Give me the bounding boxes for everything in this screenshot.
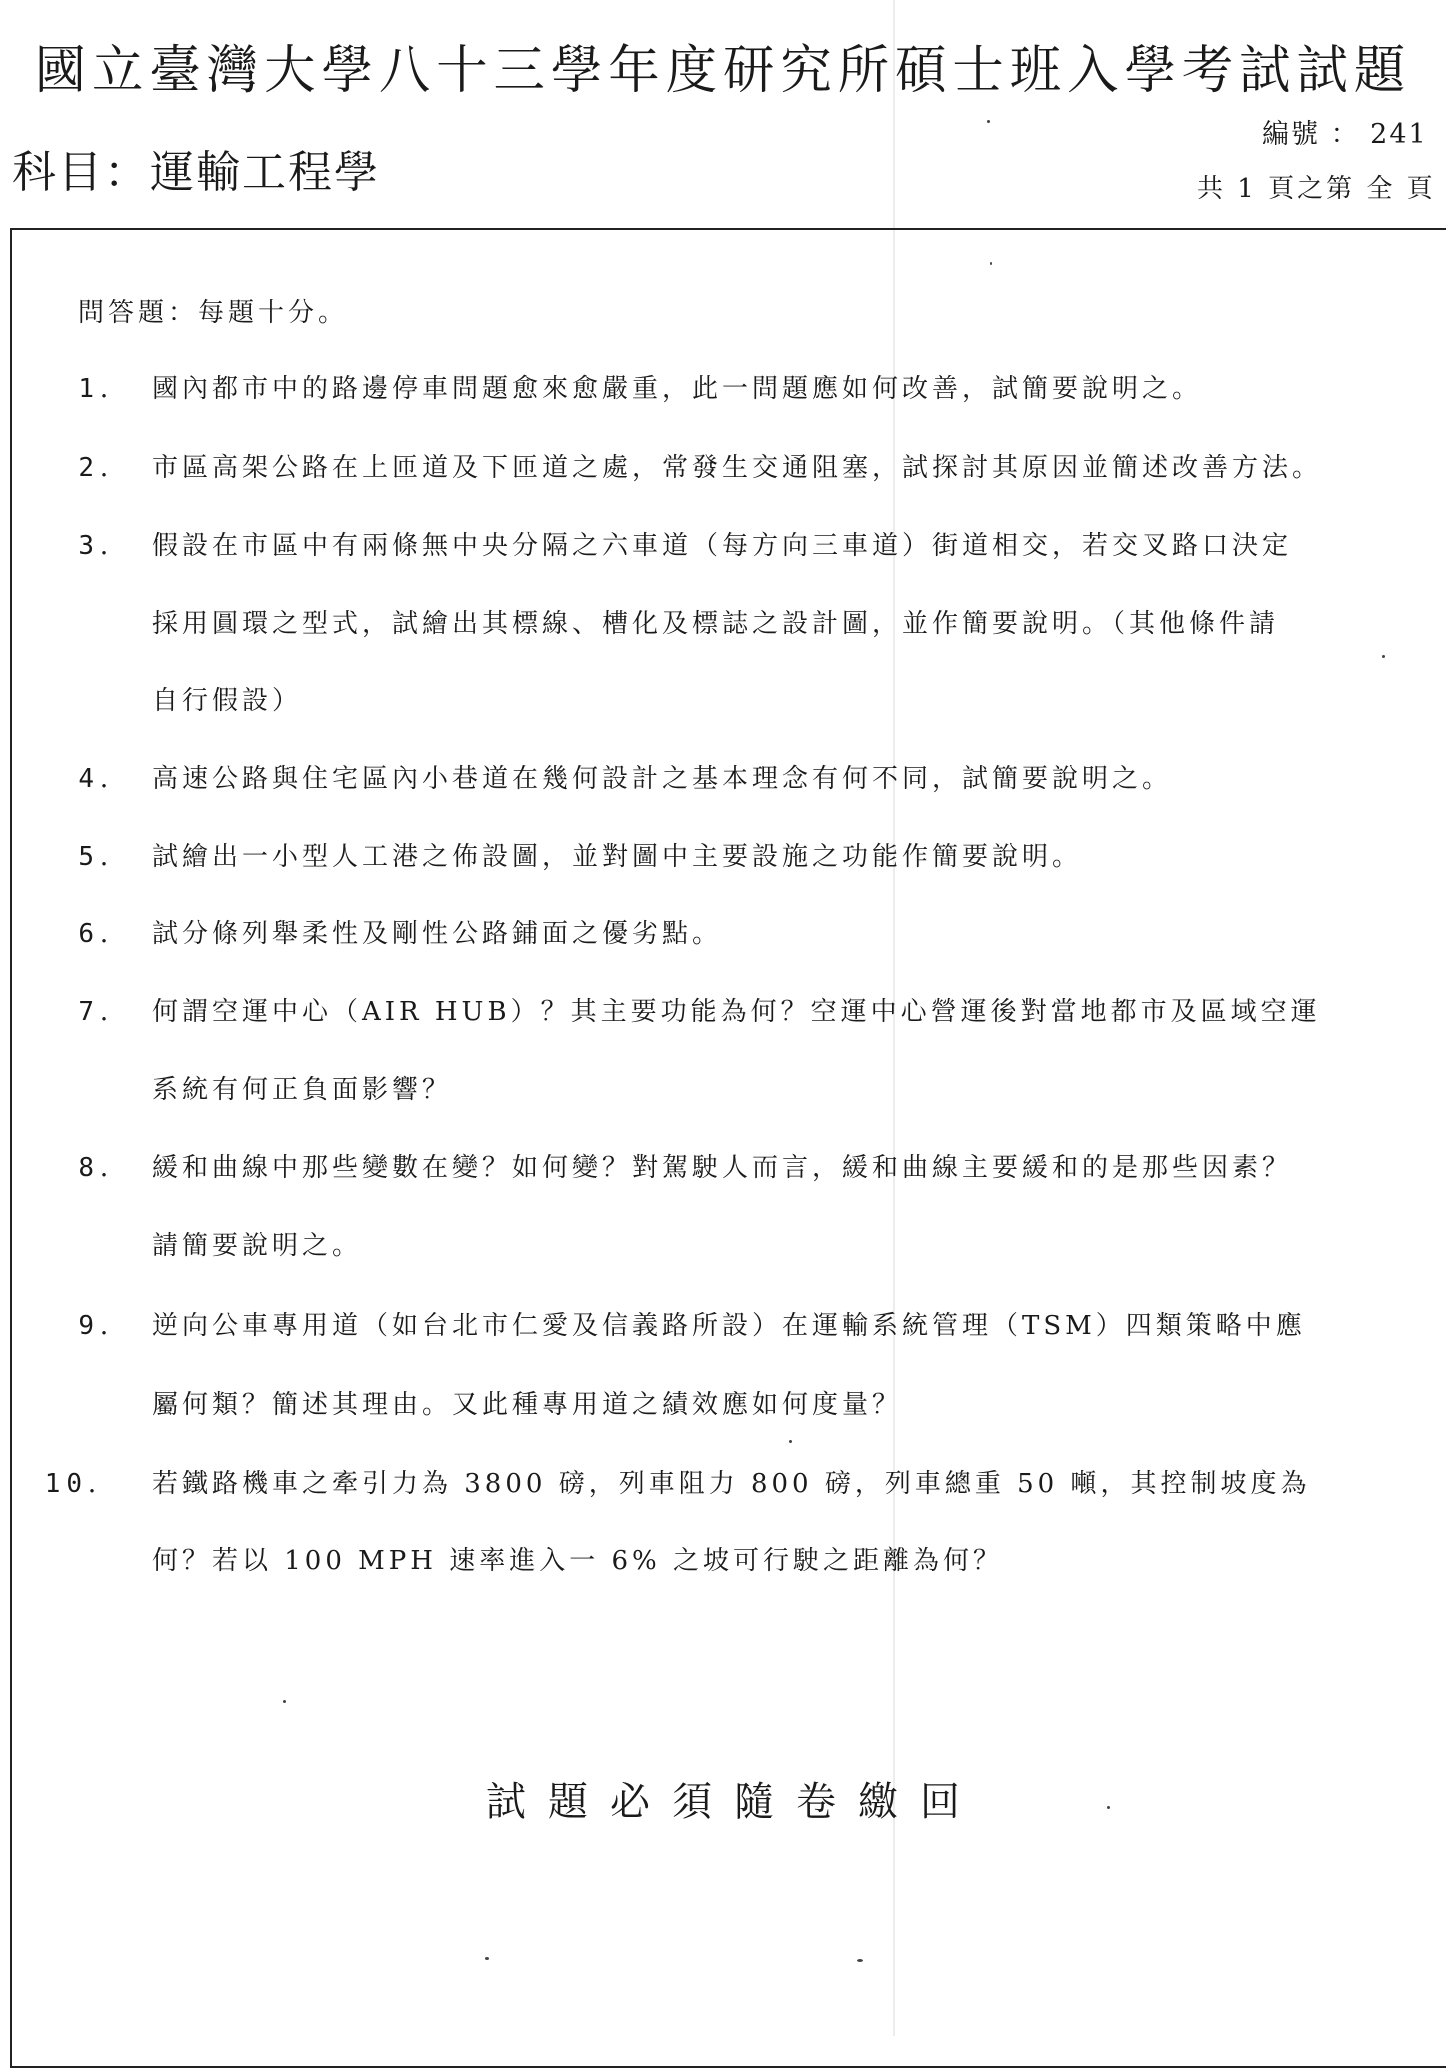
question-number: 2． — [78, 453, 132, 483]
question-number: 7． — [78, 997, 132, 1027]
scan-speck — [987, 120, 990, 123]
question-text-line: 試繪出一小型人工港之佈設圖，並對圖中主要設施之功能作簡要說明。 — [152, 842, 1083, 872]
question-number: 5． — [78, 842, 132, 872]
question-text-line: 市區高架公路在上匝道及下匝道之處，常發生交通阻塞，試探討其原因並簡述改善方法。 — [152, 453, 1323, 483]
question-text-line: 假設在市區中有兩條無中央分隔之六車道（每方向三車道）街道相交，若交叉路口決定 — [152, 531, 1293, 561]
question-number: 3． — [78, 531, 132, 561]
question-number: 4． — [78, 764, 132, 794]
return-notice: 試題必須隨卷繳回 — [486, 1779, 982, 1825]
question-text-line: 逆向公車專用道（如台北市仁愛及信義路所設）在運輸系統管理（TSM）四類策略中應 — [152, 1311, 1306, 1341]
instructions: 問答題：每題十分。 — [78, 298, 349, 328]
question-number: 6． — [78, 919, 132, 949]
question-text-line: 屬何類？簡述其理由。又此種專用道之績效應如何度量？ — [152, 1390, 903, 1420]
subject-label: 科目：運輸工程學 — [12, 147, 380, 198]
question-number: 10． — [44, 1469, 120, 1499]
scan-speck — [485, 1957, 489, 1960]
question-text-line: 系統有何正負面影響？ — [152, 1075, 453, 1105]
exam-code: 編號 ： 241 — [1262, 119, 1428, 150]
question-text-line: 採用圓環之型式，試繪出其標線、槽化及標誌之設計圖，並作簡要說明。（其他條件請 — [152, 609, 1280, 639]
question-text-line: 緩和曲線中那些變數在變？如何變？對駕駛人而言，緩和曲線主要緩和的是那些因素？ — [152, 1153, 1293, 1183]
question-text-line: 若鐵路機車之牽引力為 3800 磅，列車阻力 800 磅，列車總重 50 噸，其控制坡度為 — [152, 1469, 1311, 1499]
question-number: 8． — [78, 1153, 132, 1183]
scan-speck — [789, 1440, 792, 1443]
page-count: 共 1 頁之第 全 頁 — [1197, 174, 1436, 204]
question-text-line: 試分條列舉柔性及剛性公路鋪面之優劣點。 — [152, 919, 723, 949]
scan-speck — [1382, 655, 1385, 658]
scan-speck — [990, 262, 992, 265]
question-text-line: 國內都市中的路邊停車問題愈來愈嚴重，此一問題應如何改善，試簡要說明之。 — [152, 374, 1203, 404]
question-text-line: 高速公路與住宅區內小巷道在幾何設計之基本理念有何不同，試簡要說明之。 — [152, 764, 1173, 794]
question-text-line: 何？若以 100 MPH 速率進入一 6% 之坡可行駛之距離為何？ — [152, 1546, 1003, 1576]
question-text-line: 自行假設） — [152, 686, 303, 716]
scan-speck — [283, 1700, 286, 1703]
question-text-line: 請簡要說明之。 — [152, 1231, 363, 1261]
question-text-line: 何謂空運中心（AIR HUB）？其主要功能為何？空運中心營運後對當地都市及區域空運 — [152, 997, 1321, 1027]
exam-title: 國立臺灣大學八十三學年度研究所碩士班入學考試試題 — [34, 41, 1412, 101]
question-number: 9． — [78, 1311, 132, 1341]
scan-speck — [1107, 1806, 1110, 1809]
scan-speck — [857, 1959, 863, 1962]
question-number: 1． — [78, 374, 132, 404]
